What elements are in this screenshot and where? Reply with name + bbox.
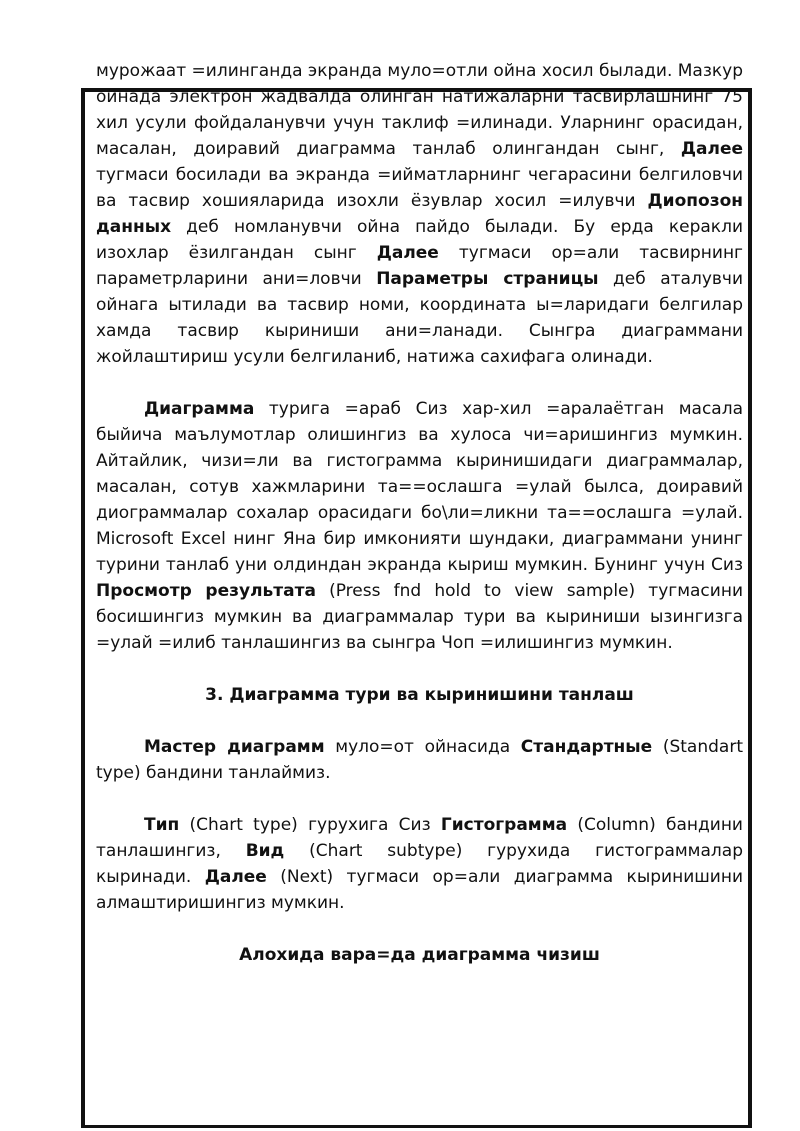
text: деб аталувчи ойнага ытилади ва тасвир номи, координата ы=ларидаги белгилар хамда тасвир кыриниши ани=ланади. Сынгра диаграммани жойлаштириш усули белгиланиб, натижа сахифага олинади. <box>96 269 744 367</box>
text: мурожаат =илинганда экранда муло=отли ойна хосил былади. Мазкур ойнада электрон жадвалда олинган натижаларни тасвирлашнинг 75 хил усули фойдаланувчи учун таклиф =илинади. Уларнинг орасидан, масалан, доиравий диаграмма танлаб олингандан сынг, <box>96 61 743 159</box>
bold-term: Стандартные <box>520 737 653 757</box>
bold-term: Далее <box>680 139 743 159</box>
text: тугмаси ор=али тасвирнинг параметрларини ани=ловчи <box>96 243 743 289</box>
text: деб номланувчи ойна пайдо былади. Бу ерда керакли изохлар ёзилгандан сынг <box>96 217 743 263</box>
text: (Standart type) бандини танлаймиз. <box>96 737 743 783</box>
document-body <box>96 58 743 968</box>
text: (Press fnd hold to view sample) тугмасини босишингиз мумкин ва диаграммалар тури ва кыриниши ызингизга =улай =илиб танлашингиз ва сынгра Чоп =илишингиз мумкин. <box>96 581 743 653</box>
bold-term: Параметры страницы <box>376 269 599 289</box>
bold-term: Гистограмма <box>440 815 568 835</box>
bold-term: Далее <box>376 243 439 263</box>
text: (Chart type) гурухига Сиз <box>179 815 441 835</box>
bold-term: Далее <box>204 867 267 887</box>
text: тугмаси босилади ва экранда =ийматларнинг чегарасини белгиловчи ва тасвир хошияларида изохли ёзувлар хосил =илувчи <box>96 165 743 211</box>
bold-term: Диопозон данных <box>96 191 743 237</box>
paragraph-1 <box>96 58 743 370</box>
bold-term: Мастер диаграмм <box>144 737 325 757</box>
paragraph-3 <box>96 734 743 786</box>
bold-term: Просмотр результата <box>96 581 316 601</box>
text: (Column) бандини танлашингиз, <box>96 815 743 861</box>
subsection-heading: Алохида вара=да диаграмма чизиш <box>239 945 600 965</box>
paragraph-4 <box>96 812 743 916</box>
text: турига =араб Сиз хар-хил =аралаётган масала быйича маълумотлар олишингиз ва хулоса чи=аришингиз мумкин. Айтайлик, чизи=ли ва гистограмма кыринишидаги диаграммалар, масалан, сотув хажмларини та==ослашга =улай былса, доиравий диограммалар сохалар орасидаги бо\ли=ликни та==ослашга =улай. Microsoft Excel нинг Яна бир имконияти шундаки, диаграммани унинг турини танлаб уни олдиндан экранда кыриш мумкин. Бунинг учун Сиз <box>96 399 743 575</box>
bold-term: Диаграмма <box>144 399 255 419</box>
paragraph-2 <box>96 396 743 656</box>
text: (Chart subtype) гурухида гистограммалар кыринади. <box>96 841 744 887</box>
bold-term: Вид <box>245 841 285 861</box>
bold-term: Тип <box>144 815 180 835</box>
text: муло=от ойнасида <box>324 737 521 757</box>
text: (Next) тугмаси ор=али диаграмма кыринишини алмаштиришингиз мумкин. <box>96 867 744 913</box>
section-heading: 3. Диаграмма тури ва кыринишини танлаш <box>205 685 634 705</box>
